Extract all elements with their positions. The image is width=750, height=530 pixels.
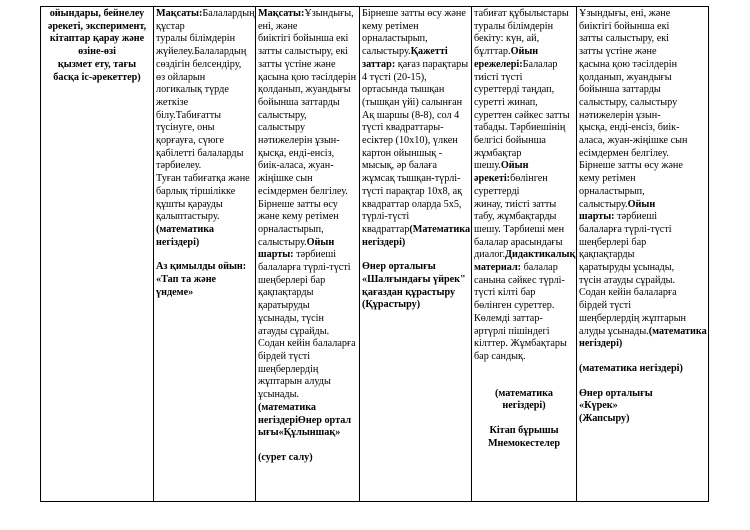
activity-type-text: ойындары, бейнелеу әрекеті, эксперимент, кітаптар қарау және өзіне-өзі қызмет ету, тағы басқа іс-әрекеттер) [47, 8, 147, 83]
cell-paragraph [474, 425, 574, 450]
spacer [579, 376, 708, 388]
bold-text: Ойын шарты: [579, 198, 656, 223]
activity-type-cell [41, 7, 154, 501]
body-text: тәрбиеші балаларға түрлі-түсті шеңберлері бар қақпақтарды қаратыруды ұсынады, түсін атауды сұрайды. Содан кейін балаларға бірдей түсті шеңберлердің жұптарын алуды ұсынады. [579, 211, 686, 337]
day-1-cell [154, 7, 256, 501]
bold-text: (Математика негіздері) [362, 223, 471, 248]
cell-paragraph [362, 8, 469, 249]
bold-text: (математика негіздері) [579, 362, 683, 374]
body-text: балалар санына сәйкес түрлі- түсті кілті бар бөлінген суреттер. Көлемді заттар- әртүрлі пішіндегі кілттер. Жұмбақтары бар сандық. [474, 262, 567, 362]
spacer [156, 249, 253, 261]
cell-paragraph [258, 452, 357, 465]
bold-text: Кітап бұрышы Мнемокестелер [487, 425, 561, 449]
cell-paragraph [579, 8, 708, 351]
spacer [258, 440, 357, 452]
cell-paragraph [156, 8, 253, 249]
body-text: Балалардың құстар туралы білімдерін жүйелеу.Балалардың сөздігін белсендіру, өз ойларын логикалық түрде жеткізе білу.Табиғатты түсінуге, оны қорғауға, сүюге қабілетті балаларды тәрбиелеу. Туған табиғатқа және барлық тіршілікке құшты қарауды қалыптастыру. [156, 8, 255, 223]
cell-paragraph [156, 261, 253, 299]
cell-paragraph [474, 8, 574, 364]
spacer [362, 249, 469, 261]
spacer [474, 364, 574, 376]
body-text: Бірнеше затты өсу және кему ретімен орналастырып, салыстыру. [362, 8, 466, 58]
day-4-cell [472, 7, 577, 501]
bold-text: Қажетті заттар: [362, 46, 448, 70]
cell-paragraph [258, 8, 357, 440]
bold-text: (математика негіздері) [494, 387, 553, 412]
body-text: табиғат құбылыстары туралы білімдерін бекіту: күн, ай, бұлттар. [474, 8, 569, 58]
bold-text: (математика негіздері) [156, 223, 215, 248]
bold-text: Ойын әрекеті: [474, 160, 529, 185]
bold-text: Ойын шарты: [258, 236, 335, 261]
body-text: Ұзындығы, ені, және биіктігі бойынша екі затты салыстыру, екі затты үстіне және қасына қою тәсілдерін қолданып, жуандығы бойынша заттарды салыстыру, салыстыру нәтижелерін ұзын- қысқа, енді-енсіз, биік-аласа, жуан- жіңішке сын есімдермен белгілеу. Бірнеше затты өсу және кему ретімен орналастырып, салыстыру. [258, 8, 357, 248]
bold-text: Ойын ережелері: [474, 46, 539, 70]
schedule-table [40, 6, 709, 502]
bold-text: (сурет салу) [258, 451, 313, 463]
cell-paragraph [474, 388, 574, 413]
body-text: қағаз парақтары 4 түсті (20-15), ортасында тышқан (тышқан үйі) салынған Ақ шаршы (8-8), сол 4 түсті квадраттары- есіктер (10х10), үлкен картон ойыншық - мысық, әр балаға жұмсақ тышқан-түрлі- түсті парақтар 10х8, ақ квадраттар оларда 5х5, түрлі-түсті квадраттар [362, 58, 469, 235]
bold-text: Дидактикалық материал: [474, 249, 576, 274]
body-text: тәрбиеші балаларға түрлі-түсті шеңберлері бар қақпақтарды қаратыруды ұсынады, түсін атауды сұрайды. Содан кейін балаларға бірдей түсті шеңберлердің жұптарын алуды ұсынады. [258, 249, 356, 401]
day-3-cell [360, 7, 472, 501]
body-text: бөлінген суреттерді жинау, тиісті затты табу, жұмбақтарды шешу. Тәрбиеші мен балалар арасындағы диалог. [474, 173, 565, 261]
day-5-cell [577, 7, 710, 501]
spacer [474, 413, 574, 425]
bold-text: Өнер орталығы «Шалғындағы үйрек" қағаздан құрастыру (Құрастыру) [362, 261, 466, 311]
cell-paragraph [579, 363, 708, 376]
bold-text: (математика негіздері) [579, 325, 707, 350]
bold-text: Аз қимылды ойын: «Тап та және үндеме» [156, 261, 247, 298]
bold-text: Мақсаты: [258, 8, 305, 19]
body-text: Балалар тиісті түсті суреттерді таңдап, суретті жинап, суреттен сәйкес затты табады. Тәрбиешінің белгісі бойынша жұмбақтар шешу. [474, 58, 570, 172]
bold-text: Мақсаты: [156, 8, 203, 19]
cell-paragraph [579, 388, 708, 426]
bold-text: (математика негіздеріӨнер ортал ығы«Құлыншақ» [258, 401, 352, 439]
bold-text: Өнер орталығы «Күрек» (Жапсыру) [579, 387, 653, 425]
spacer [474, 376, 574, 388]
body-text: Ұзындығы, ені, және биіктігі бойынша екі затты салыстыру, екі затты үстіне және қасына қою тәсілдерін қолданып, жуандығы бойынша заттарды салыстыру, салыстыру нәтижелерін ұзын- қысқа, енді-енсіз, биік- аласа, жуан-жіңішке сын есімдермен белгілеу. Бірнеше затты өсу және кему ретімен орналастырып, салыстыру. [579, 8, 688, 210]
spacer [579, 351, 708, 363]
cell-paragraph [362, 261, 469, 312]
day-2-cell [256, 7, 360, 501]
